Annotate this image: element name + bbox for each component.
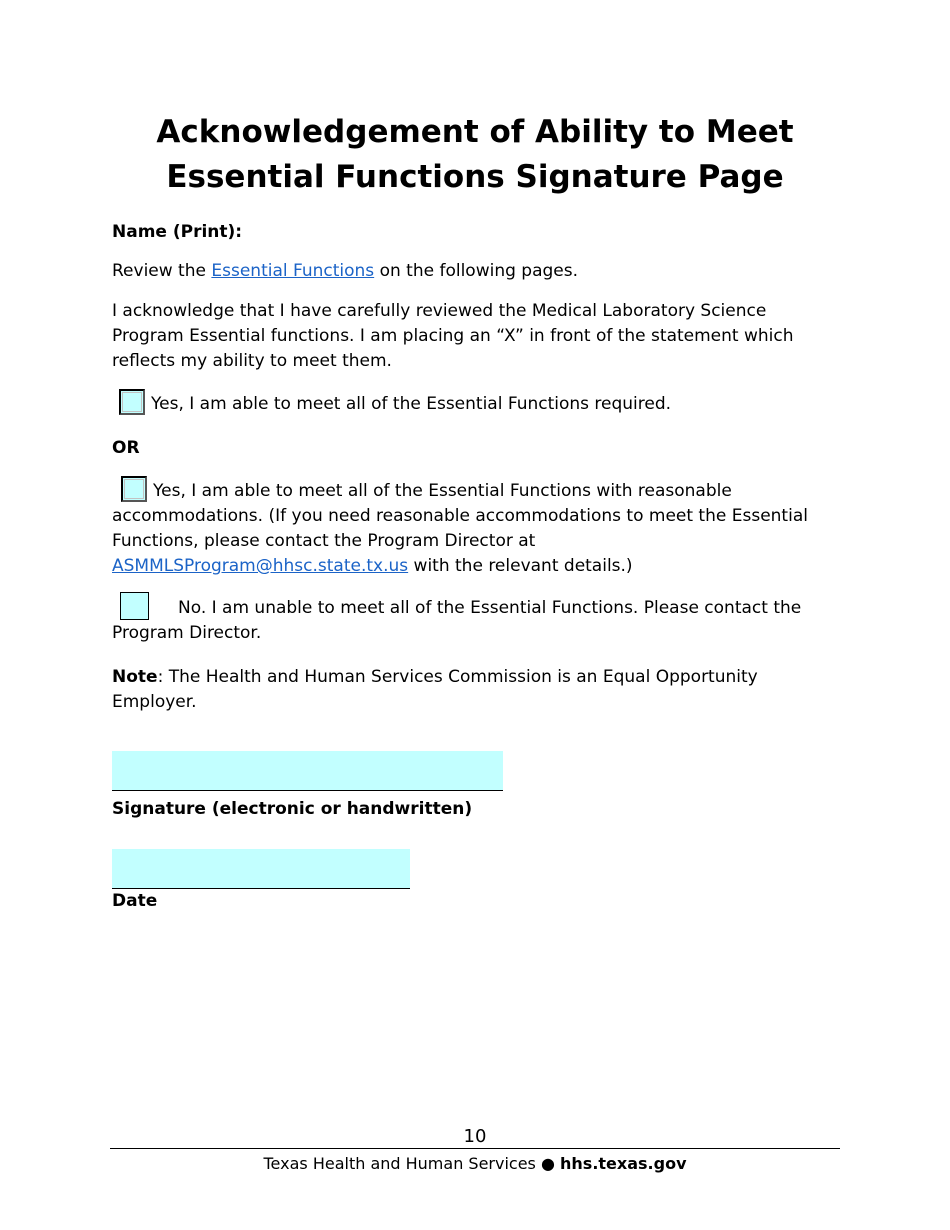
signature-label: Signature (electronic or handwritten) [112,799,473,819]
option-accommodations-text: Yes, I am able to meet all of the Essential Functions with reasonable accommodations. (If you need reasonable accommodations to meet the Essential Functions, please contact the Program Director at [112,481,808,551]
date-label: Date [112,891,158,911]
option-unable-row [112,596,827,646]
title-line-2: Essential Functions Signature Page [166,159,784,195]
option-able-checkbox[interactable] [119,389,145,415]
page-number: 10 [463,1126,487,1147]
option-accommodations-checkbox[interactable] [121,476,147,502]
footer-agency: Texas Health and Human Services ● [263,1154,561,1173]
page-footer [0,1154,950,1174]
option-unable-text: No. I am unable to meet all of the Essential Functions. Please contact the Program Director. [112,598,802,643]
acknowledgement-paragraph: I acknowledge that I have carefully reviewed the Medical Laboratory Science Program Essential functions. I am placing an “X” in front of the statement which reflects my ability to meet them. [112,301,794,371]
review-prefix: Review the [112,261,212,281]
option-accommodations-row [112,479,827,579]
footer-divider [110,1148,840,1149]
option-accommodations-suffix: with the relevant details.) [408,556,633,576]
or-label: OR [112,438,140,458]
page-title [110,110,840,200]
note-label: Note [112,667,158,687]
footer-website: hhs.texas.gov [560,1154,687,1173]
signature-field[interactable] [112,751,503,791]
option-able-text: Yes, I am able to meet all of the Essential Functions required. [151,394,672,414]
option-unable-checkbox[interactable] [120,592,149,620]
review-suffix: on the following pages. [374,261,579,281]
note-paragraph [112,665,827,715]
note-text: : The Health and Human Services Commission is an Equal Opportunity Employer. [112,667,758,712]
date-field[interactable] [112,849,410,889]
program-email-link[interactable]: ASMMLSProgram@hhsc.state.tx.us [112,556,409,576]
review-instruction [112,259,827,284]
essential-functions-link[interactable]: Essential Functions [211,261,375,281]
name-print-label: Name (Print): [112,222,243,242]
option-able-row [112,392,827,417]
title-line-1: Acknowledgement of Ability to Meet [156,114,794,150]
